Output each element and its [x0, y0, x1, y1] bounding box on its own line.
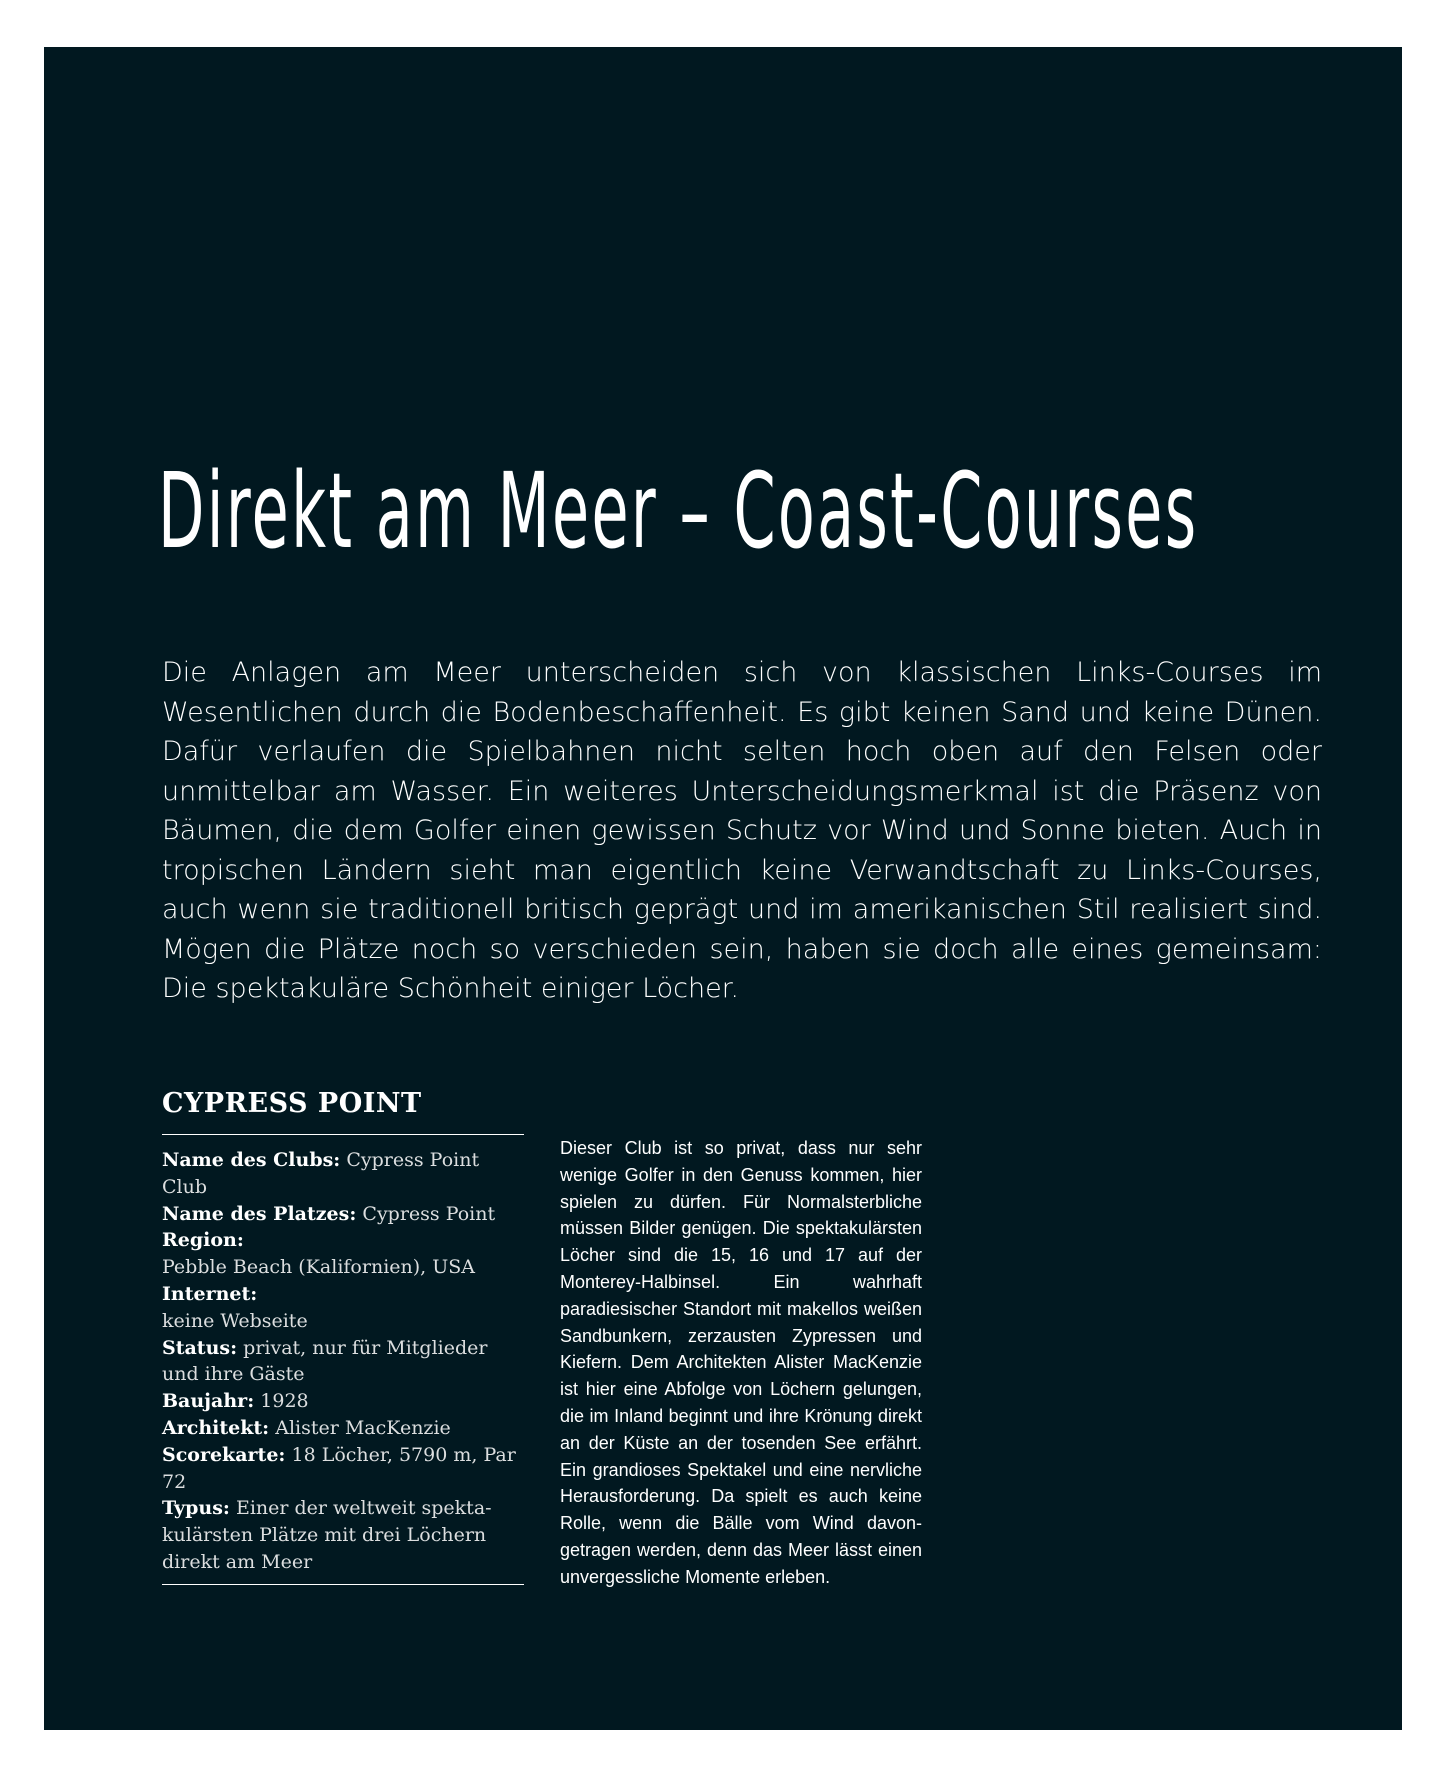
fact-status [162, 1335, 524, 1389]
divider-bottom [162, 1584, 524, 1585]
fact-value: 18 Löcher, 5790 m, Par 72 [162, 1443, 516, 1493]
page-title: Direkt am Meer – Coast-Courses [158, 450, 1199, 572]
article-body-text: Dieser Club ist so privat, dass nur sehr wenige Golfer in den Genuss kommen, hier spielen zu dürfen. Für Normalsterbliche müssen Bilder genügen. Die spektakulärsten Löcher sind die 15, 16 und 17 auf der Monterey-Halbinsel. Ein wahrhaft paradiesischer Standort mit makellos weißen Sandbunkern, zerzausten Zypressen und Kiefern. Dem Architekten Alister MacKenzie ist hier eine Abfolge von Löchern gelungen, die im Inland beginnt und ihre Krönung direkt an der Küste an der tosenden See erfährt. Ein grandioses Spektakel und eine nervliche Herausforderung. Da spielt es auch keine Rolle, wenn die Bälle vom Wind davongetragen werden, denn das Meer lässt einen unvergessliche Momente erleben. [560, 1138, 922, 1587]
fact-value: Alister MacKenzie [275, 1416, 451, 1439]
fact-architect [162, 1415, 524, 1442]
fact-value: Cypress Point Club [162, 1149, 480, 1198]
fact-value: Einer der weltweit spektakulärsten Plätze mit drei Löchern direkt am Meer [162, 1497, 492, 1573]
course-info-box [162, 1082, 524, 1585]
fact-label: Architekt: [162, 1416, 270, 1439]
course-facts-list [162, 1147, 524, 1576]
fact-value: Pebble Beach (Kalifornien), USA [162, 1256, 475, 1279]
page-panel [44, 47, 1402, 1730]
intro-paragraph: Die Anlagen am Meer unterscheiden sich von klassischen Links-Courses im Wesentlichen durch die Bodenbeschaffenheit. Es gibt keinen Sand und keine Dünen. Dafür verlaufen die Spielbahnen nicht selten hoch oben auf den Felsen oder unmittelbar am Wasser. Ein weiteres Unterscheidungsmerkmal ist die Präsenz von Bäumen, die dem Golfer einen gewissen Schutz vor Wind und Sonne bieten. Auch in tropischen Ländern sieht man eigentlich keine Verwandtschaft zu Links-Courses, auch wenn sie traditionell britisch geprägt und im amerikanischen Stil realisiert sind. Mögen die Plätze noch so verschieden sein, haben sie doch alle eines gemeinsam: Die spektakuläre Schönheit einiger Löcher. [162, 657, 1322, 1004]
fact-value: 1928 [260, 1390, 309, 1413]
divider-top [162, 1134, 524, 1135]
fact-value: Cypress Point [362, 1202, 496, 1225]
fact-club-name [162, 1147, 524, 1201]
fact-type [162, 1495, 524, 1575]
fact-label: Typus: [162, 1497, 230, 1520]
fact-label: Baujahr: [162, 1390, 255, 1413]
fact-course-name [162, 1201, 524, 1228]
fact-label: Name des Clubs: [162, 1149, 341, 1171]
fact-label: Scorekarte: [162, 1443, 286, 1466]
fact-value: privat, nur für Mitglieder und ihre Gäste [162, 1336, 488, 1386]
fact-value: keine Webseite [162, 1309, 308, 1332]
fact-label: Internet: [162, 1282, 258, 1305]
fact-label: Status: [162, 1336, 238, 1359]
fact-region [162, 1227, 524, 1281]
fact-year-built [162, 1388, 524, 1415]
fact-scorecard [162, 1442, 524, 1496]
fact-label: Name des Platzes: [162, 1202, 357, 1225]
fact-internet [162, 1281, 524, 1335]
fact-label: Region: [162, 1229, 244, 1252]
course-info-title: CYPRESS POINT [162, 1088, 422, 1119]
